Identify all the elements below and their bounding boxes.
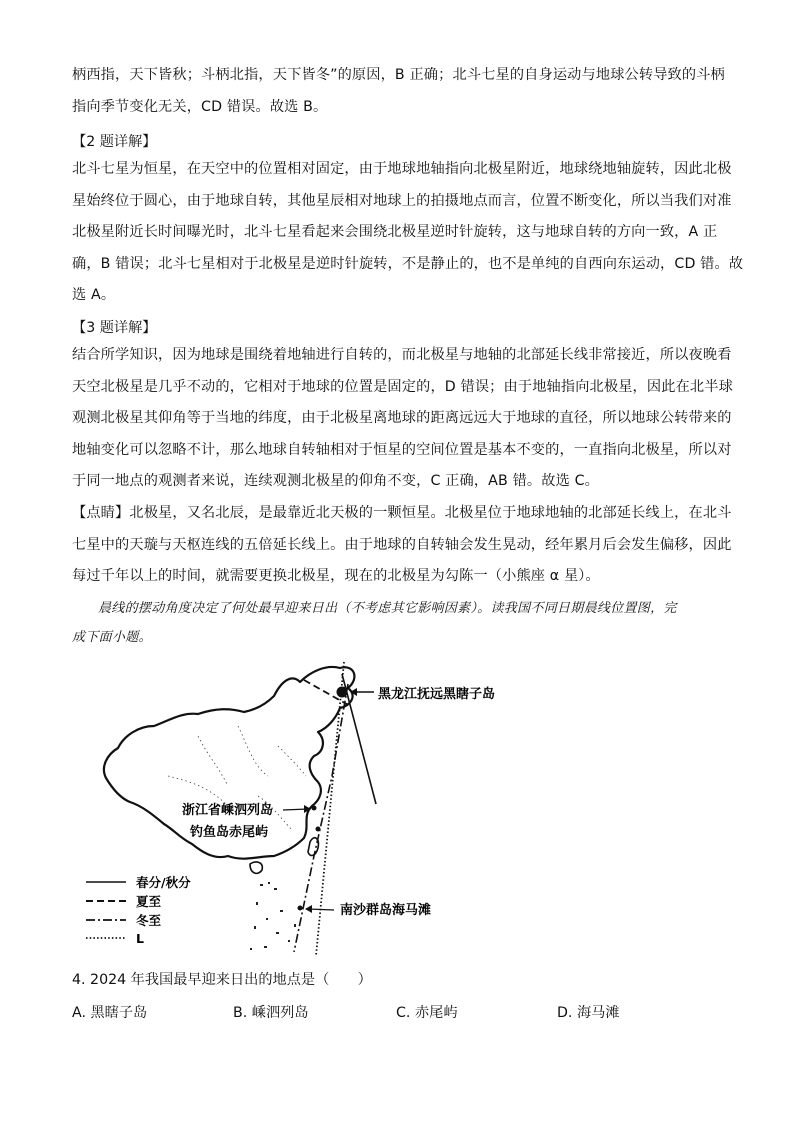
text-line: 观测北极星其仰角等于当地的纬度，由于北极星离地球的距离远远大于地球的直径，所以地球公转带来的 [72, 410, 732, 426]
text-line: 成下面小题。 [72, 630, 152, 645]
option-b[interactable] [233, 1001, 309, 1025]
legend-label: 夏至 [136, 894, 162, 909]
text-line: 北极星附近长时间曝光时，北斗七星看起来会围绕北极星逆时针旋转，这与地球自转的方向一致，A 正 [72, 224, 718, 240]
label-haima: 南沙群岛海马滩 [340, 903, 432, 918]
question-intro [72, 594, 722, 652]
option-text: 海马滩 [576, 1005, 620, 1021]
explanation-continued [72, 60, 725, 123]
option-text: 赤尾屿 [414, 1005, 458, 1021]
text-line: 【点睛】北极星，又名北辰，是最靠近北天极的一颗恒星。北极星位于地球地轴的北部延长线上，在北斗 [72, 505, 732, 521]
text-line: 确，B 错误；北斗七星相对于北极星是逆时针旋转，不是静止的，也不是单纯的自西向东运动，CD 错。故 [72, 255, 744, 272]
heixiazi-point [337, 687, 348, 698]
shengsi-point [312, 806, 317, 811]
china-dawn-line-map [78, 656, 518, 956]
text-line: 七星中的天璇与天枢连线的五倍延长线上。由于地球的自转轴会发生晃动，经年累月后会发生偏移，因此 [72, 536, 732, 553]
option-letter: B. [233, 1005, 248, 1021]
option-letter: A. [72, 1005, 86, 1021]
map-legend [86, 875, 191, 946]
text-line: 北斗七星为恒星，在天空中的位置相对固定，由于地球地轴指向北极星附近，地球绕地轴旋转，因此北极 [72, 161, 732, 177]
text-line: 结合所学知识，因为地球是围绕着地轴进行自转的，而北极星与地轴的北部延长线非常接近，所以夜晚看 [72, 347, 732, 363]
text-line: 星始终位于圆心，由于地球自转，其他星辰相对地球上的拍摄地点而言，位置不断变化，所以当我们对准 [72, 192, 732, 209]
question-4-stem: 4. 2024 年我国最早迎来日出的地点是（ ） [72, 972, 372, 988]
haima-point [298, 906, 303, 911]
option-c[interactable] [396, 1001, 458, 1025]
text-line: 指向季节变化无关，CD 错误。故选 B。 [72, 98, 328, 115]
hainan-island [250, 862, 262, 873]
q3-heading: 【3 题详解】 [72, 320, 157, 336]
label-chiwei: 钓鱼岛赤尾屿 [190, 825, 269, 840]
arrowhead-icon [305, 905, 312, 913]
legend-label: 冬至 [136, 913, 162, 928]
option-a[interactable] [72, 1001, 147, 1025]
south-china-sea-islands [250, 882, 296, 950]
option-text: 黑瞎子岛 [90, 1005, 148, 1021]
text-line: 晨线的摆动角度决定了何处最早迎来日出（不考虑其它影响因素）。读我国不同日期晨线位置图，完 [98, 601, 677, 616]
text-line: 柄西指，天下皆秋；斗柄北指，天下皆冬”的原因，B 正确；北斗七星的自身运动与地球公转导致的斗柄 [72, 67, 725, 83]
option-letter: C. [396, 1005, 411, 1021]
label-shengsi: 浙江省嵊泗列岛 [182, 803, 274, 818]
legend-label: 春分/秋分 [136, 875, 191, 890]
text-line: 于同一地点的观测者来说，连续观测北极星的仰角不变，C 正确，AB 错。故选 C。 [72, 473, 599, 489]
chiwei-point [316, 827, 321, 832]
label-heixiazi: 黑龙江抚远黑瞎子岛 [378, 687, 496, 702]
text-line: 选 A。 [72, 287, 116, 303]
option-d[interactable] [557, 1001, 620, 1025]
q3-explanation [72, 340, 733, 498]
option-text: 嵊泗列岛 [251, 1005, 309, 1021]
text-line: 每过千年以上的时间，就需要更换北极星，现在的北极星为勾陈一（小熊座 α 星）。 [72, 568, 600, 584]
q2-explanation [72, 154, 744, 312]
q2-heading: 【2 题详解】 [72, 134, 157, 150]
legend-label: L [136, 931, 144, 946]
option-letter: D. [557, 1005, 573, 1021]
text-line: 地轴变化可以忽略不计，那么地球自转轴相对于恒星的空间位置是基本不变的，一直指向北极星，所以对 [72, 441, 732, 458]
tip-paragraph [72, 498, 732, 593]
text-line: 天空北极星是几乎不动的，它相对于地球的位置是固定的，D 错误；由于地轴指向北极星，因此在北半球 [72, 378, 733, 395]
